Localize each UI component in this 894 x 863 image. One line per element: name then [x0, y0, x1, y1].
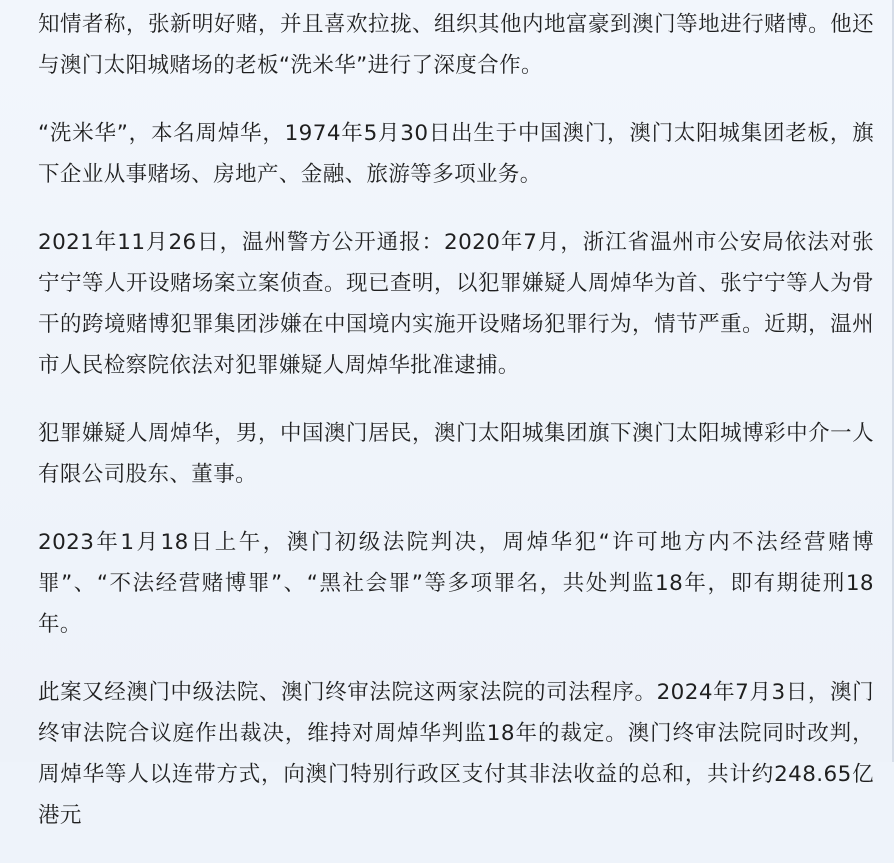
paragraph-wenzhou-police-notice: 2021年11月26日，温州警方公开通报：2020年7月，浙江省温州市公安局依法对张宁宁等人开设赌场案立案侦查。现已查明，以犯罪嫌疑人周焯华为首、张宁宁等人为骨干的跨境赌博犯罪集团涉嫌在中国境内实施开设赌场犯罪行为，情节严重。近期，温州市人民检察院依法对犯罪嫌疑人周焯华批准逮捕。 — [38, 230, 874, 378]
bottom-crop-edge — [0, 756, 892, 762]
paragraph-suspect-identity: 犯罪嫌疑人周焯华，男，中国澳门居民，澳门太阳城集团旗下澳门太阳城博彩中介一人有限公司股东、董事。 — [38, 421, 874, 487]
paragraph-xi-mi-hua-profile: “洗米华”，本名周焯华，1974年5月30日出生于中国澳门，澳门太阳城集团老板，旗下企业从事赌场、房地产、金融、旅游等多项业务。 — [38, 121, 874, 187]
article-body — [38, 4, 874, 863]
paragraph-final-court-ruling: 此案又经澳门中级法院、澳门终审法院这两家法院的司法程序。2024年7月3日，澳门终审法院合议庭作出裁决，维持对周焯华判监18年的裁定。澳门终审法院同时改判，周焯华等人以连带方式，向澳门特别行政区支付其非法收益的总和，共计约248.65亿港元 — [38, 680, 874, 828]
paragraph-gambling-background: 知情者称，张新明好赌，并且喜欢拉拢、组织其他内地富豪到澳门等地进行赌博。他还与澳门太阳城赌场的老板“洗米华”进行了深度合作。 — [38, 12, 874, 78]
paragraph-initial-court-verdict: 2023年1月18日上午，澳门初级法院判决，周焯华犯“许可地方内不法经营赌博罪”、“不法经营赌博罪”、“黑社会罪”等多项罪名，共处判监18年，即有期徒刑18年。 — [38, 530, 874, 637]
